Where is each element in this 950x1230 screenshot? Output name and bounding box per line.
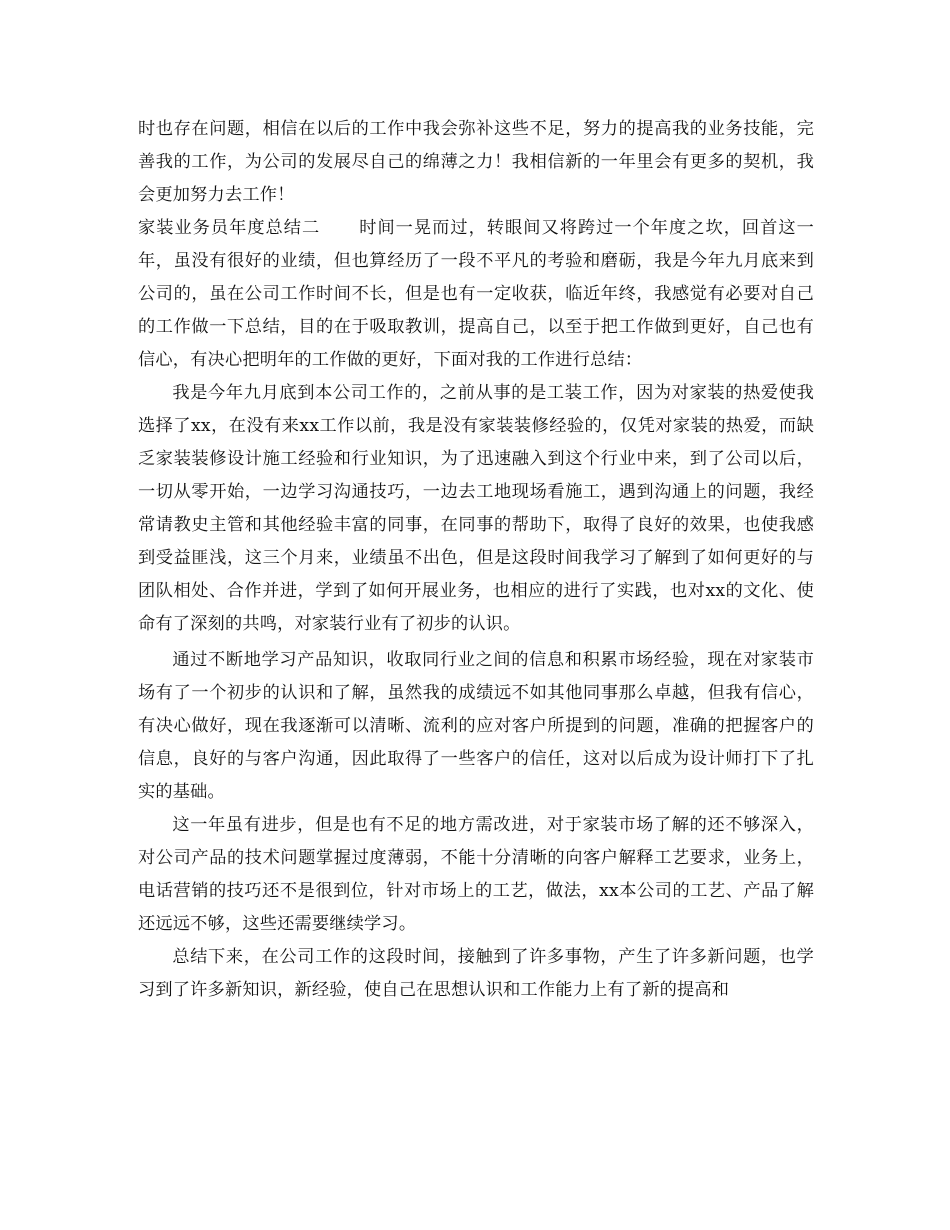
section-intro: 时间一晃而过，转眼间又将跨过一个年度之坎，回首这一年，虽没有很好的业绩，但也算经历了一段不平凡的考验和磨砺，我是今年九月底来到公司的，虽在公司工作时间不长，但是也有一定收获，临近年终，我感觉有必要对自己的工作做一下总结，目的在于吸取教训，提高自己，以至于把工作做到更好，自己也有信心，有决心把明年的工作做的更好，下面对我的工作进行总结： xyxy=(138,218,814,370)
section-title-gap xyxy=(320,218,359,238)
paragraph-learning: 通过不断地学习产品知识，收取同行业之间的信息和积累市场经验，现在对家装市场有了一个初步的认识和了解，虽然我的成绩远不如其他同事那么卓越，但我有信心，有决心做好，现在我逐渐可以清晰、流利的应对客户所提到的问题，准确的把握客户的信息，良好的与客户沟通，因此取得了一些客户的信任，这对以后成为设计师打下了扎实的基础。 xyxy=(138,650,814,802)
document-body xyxy=(138,113,814,1007)
paragraph-continued: 时也存在问题，相信在以后的工作中我会弥补这些不足，努力的提高我的业务技能，完善我的工作，为公司的发展尽自己的绵薄之力！我相信新的一年里会有更多的契机，我会更加努力去工作！ xyxy=(138,119,814,205)
paragraph-background: 我是今年九月底到本公司工作的，之前从事的是工装工作，因为对家装的热爱使我选择了xx，在没有来xx工作以前，我是没有家装装修经验的，仅凭对家装的热爱，而缺乏家装装修设计施工经验和行业知识，为了迅速融入到这个行业中来，到了公司以后，一切从零开始，一边学习沟通技巧，一边去工地现场看施工，遇到沟通上的问题，我经常请教史主管和其他经验丰富的同事，在同事的帮助下，取得了良好的效果，也使我感到受益匪浅，这三个月来，业绩虽不出色，但是这段时间我学习了解到了如何更好的与团队相处、合作并进，学到了如何开展业务，也相应的进行了实践，也对xx的文化、使命有了深刻的共鸣，对家装行业有了初步的认识。 xyxy=(138,383,814,634)
paragraph-shortcomings: 这一年虽有进步，但是也有不足的地方需改进，对于家装市场了解的还不够深入，对公司产品的技术问题掌握过度薄弱，不能十分清晰的向客户解释工艺要求，业务上，电话营销的技巧还不是很到位，针对市场上的工艺，做法，xx本公司的工艺、产品了解还远远不够，这些还需要继续学习。 xyxy=(138,815,814,934)
paragraph-summary: 总结下来，在公司工作的这段时间，接触到了许多事物，产生了许多新问题，也学习到了许多新知识，新经验，使自己在思想认识和工作能力上有了新的提高和 xyxy=(138,947,814,1000)
section-paragraph xyxy=(138,212,814,377)
section-title: 家装业务员年度总结二 xyxy=(138,218,321,238)
